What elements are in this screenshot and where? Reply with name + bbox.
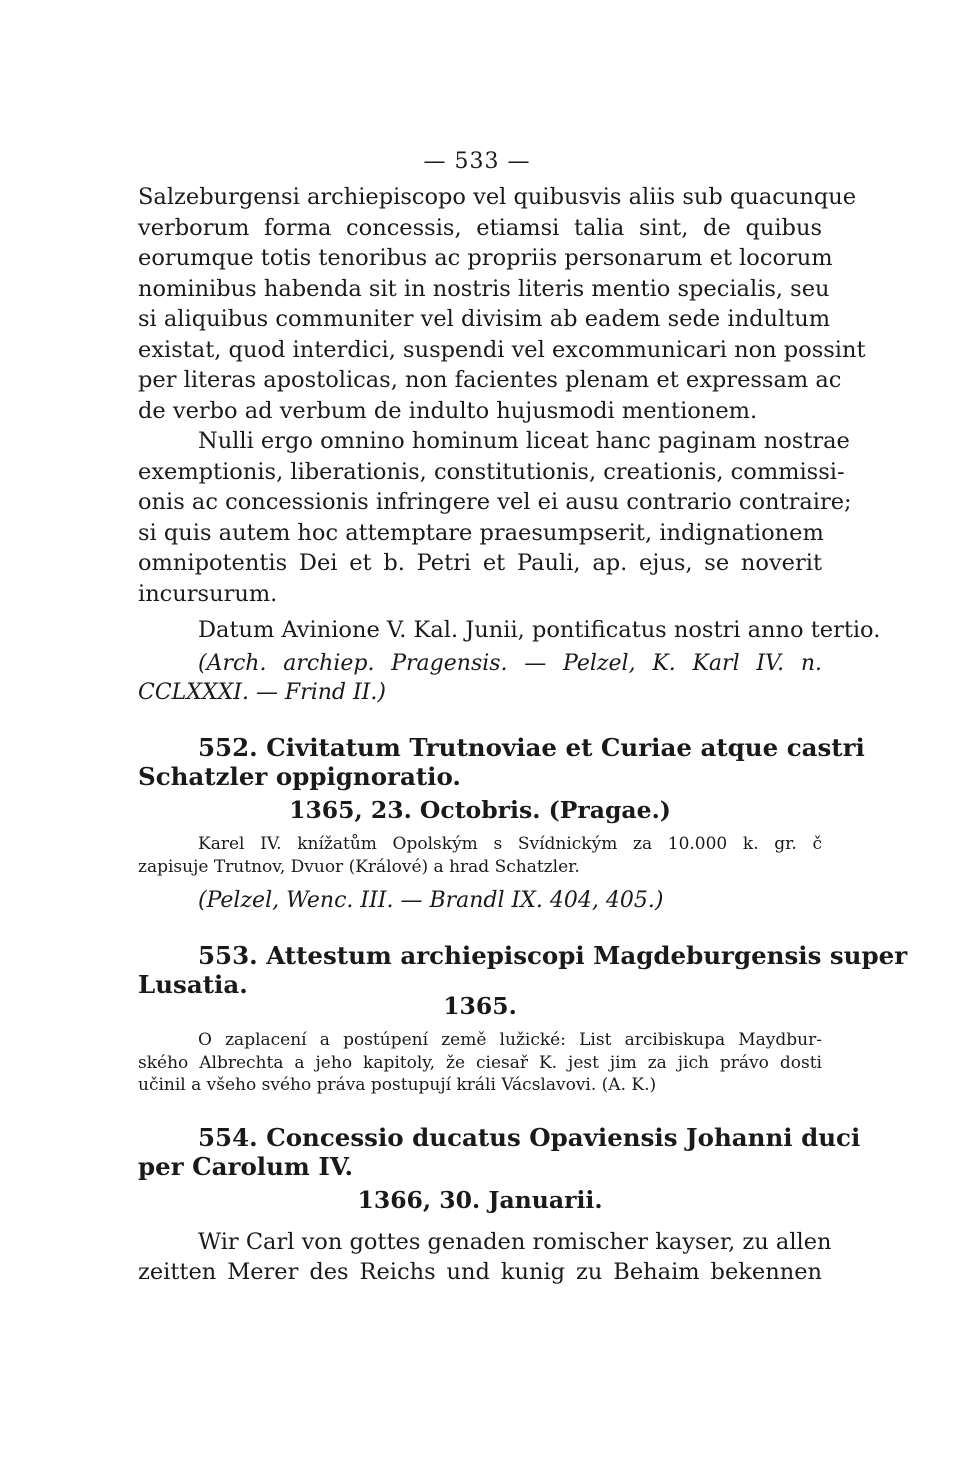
document-date-553: 1365. — [443, 992, 517, 1020]
text-line: Nulli ergo omnino hominum liceat hanc paginam nostrae — [198, 428, 850, 454]
text-line: nominibus habenda sit in nostris literis mentio specialis, seu — [138, 275, 830, 302]
document-date-552: 1365, 23. Octobris. (Pragae.) — [289, 796, 671, 824]
text-line: zeitten Merer des Reichs und kunig zu Behaim bekennen — [138, 1258, 822, 1285]
paragraph-sanctio — [138, 426, 852, 609]
heading-line: per Carolum IV. — [138, 1151, 354, 1181]
text-line: Salzeburgensi archiepiscopo vel quibusvis aliis sub quacunque — [138, 184, 857, 210]
text-line: Wir Carl von gottes genaden romischer kayser, zu allen — [198, 1228, 832, 1255]
text-line: eorumque totis tenoribus ac propriis personarum et locorum — [138, 245, 833, 271]
text-line: existat, quod interdici, suspendi vel excommunicari non possint — [138, 336, 866, 363]
document-heading-552 — [138, 733, 865, 791]
regest-line: ského Albrechta a jeho kapitoly, že ciesař K. jest jim za jich právo dosti — [138, 1052, 822, 1073]
source-line: CCLXXXI. — Frind II.) — [138, 680, 386, 705]
page-content — [138, 142, 908, 1287]
source-note-552: (Pelzel, Wenc. III. — Brandl IX. 404, 405.) — [198, 888, 664, 913]
regest-line: zapisuje Trutnov, Dvuor (Králové) a hrad Schatzler. — [138, 856, 580, 877]
page-number: — 533 — — [423, 149, 531, 174]
text-line: exemptionis, liberationis, constitutionis, creationis, commissi- — [138, 458, 845, 485]
source-line: (Arch. archiep. Pragensis. — Pelzel, K. Karl IV. n. — [198, 651, 822, 676]
heading-line: Schatzler oppignoratio. — [138, 762, 461, 791]
regest-line: O zaplacení a postúpení země lužické: List arcibiskupa Maydbur- — [198, 1030, 822, 1050]
regest-553 — [138, 1029, 822, 1097]
document-date-554: 1366, 30. Januarii. — [357, 1185, 603, 1214]
heading-line: 553. Attestum archiepiscopi Magdeburgensis super — [198, 941, 908, 970]
text-line: si quis autem hoc attemptare praesumpserit, indignationem — [138, 519, 824, 546]
document-heading-554 — [138, 1122, 861, 1181]
text-line: verborum forma concessis, etiamsi talia sint, de quibus — [138, 214, 822, 241]
source-note — [138, 649, 822, 707]
text-line: de verbo ad verbum de indulto hujusmodi mentionem. — [138, 397, 758, 424]
text-line: si aliquibus communiter vel divisim ab eadem sede indultum — [138, 306, 831, 332]
regest-552 — [138, 833, 822, 878]
heading-line: Lusatia. — [138, 970, 248, 999]
regest-line: Karel IV. knížatům Opolským s Svídnickým za 10.000 k. gr. č — [198, 834, 822, 854]
paragraph-continuation — [138, 182, 866, 426]
text-line: onis ac concessionis infringere vel ei ausu contrario contraire; — [138, 489, 852, 515]
text-line: per literas apostolicas, non facientes plenam et expressam ac — [138, 367, 842, 393]
document-text-554 — [138, 1227, 832, 1287]
text-line: omnipotentis Dei et b. Petri et Pauli, ap. ejus, se noverit — [138, 550, 822, 576]
heading-line: 552. Civitatum Trutnoviae et Curiae atque castri — [198, 733, 865, 762]
regest-line: učinil a všeho svého práva postupují králi Vácslavovi. (A. K.) — [138, 1075, 657, 1095]
datum-line: Datum Avinione V. Kal. Junii, pontificatus nostri anno tertio. — [198, 617, 881, 643]
text-line: incursurum. — [138, 580, 278, 607]
heading-line: 554. Concessio ducatus Opaviensis Johanni duci — [198, 1122, 861, 1152]
